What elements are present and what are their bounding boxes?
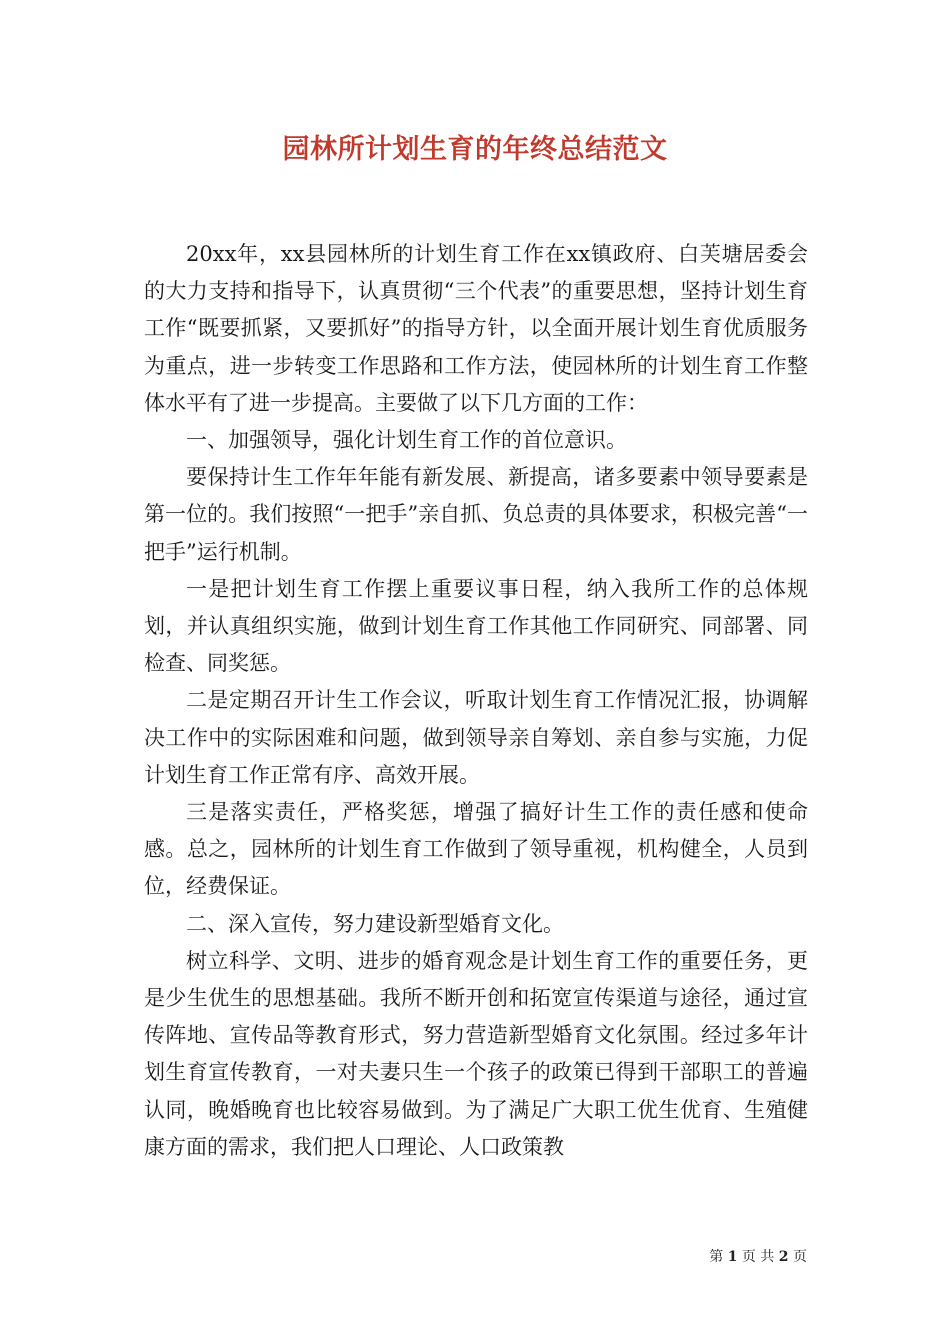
footer-suffix: 页 bbox=[793, 1249, 807, 1265]
paragraph-intro: 20xx年，xx县园林所的计划生育工作在xx镇政府、白芙塘居委会的大力支持和指导下，认真贯彻“三个代表”的重要思想，坚持计划生育工作“既要抓紧，又要抓好”的指导方针，以全面开展计划生育优质服务为重点，进一步转变工作思路和工作方法，使园林所的计划生育工作整体水平有了进一步提高。主要做了以下几方面的工作： bbox=[144, 242, 808, 415]
page-number-footer bbox=[709, 1248, 807, 1266]
section-heading-1: 一、加强领导，强化计划生育工作的首位意识。 bbox=[186, 428, 627, 453]
total-pages-number: 2 bbox=[778, 1249, 789, 1265]
paragraph: 树立科学、文明、进步的婚育观念是计划生育工作的重要任务，更是少生优生的思想基础。我所不断开创和拓宽宣传渠道与途径，通过宣传阵地、宣传品等教育形式，努力营造新型婚育文化氛围。经过多年计划生育宣传教育，一对夫妻只生一个孩子的政策已得到干部职工的普遍认同，晚婚晚育也比较容易做到。为了满足广大职工优生优育、生殖健康方面的需求，我们把人口理论、人口政策教 bbox=[144, 948, 808, 1159]
current-page-number: 1 bbox=[727, 1249, 738, 1265]
footer-prefix: 第 bbox=[709, 1249, 724, 1265]
paragraph: 要保持计生工作年年能有新发展、新提高，诸多要素中领导要素是第一位的。我们按照“一把手”亲自抓、负总责的具体要求，积极完善“一把手”运行机制。 bbox=[144, 465, 808, 564]
document-title: 园林所计划生育的年终总结范文 bbox=[282, 134, 668, 165]
paragraph: 一是把计划生育工作摆上重要议事日程，纳入我所工作的总体规划，并认真组织实施，做到计划生育工作其他工作同研究、同部署、同检查、同奖惩。 bbox=[144, 576, 808, 676]
footer-middle: 页 共 bbox=[741, 1249, 775, 1265]
document-body bbox=[144, 236, 808, 1166]
paragraph: 二是定期召开计生工作会议，听取计划生育工作情况汇报，协调解决工作中的实际困难和问题，做到领导亲自筹划、亲自参与实施，力促计划生育工作正常有序、高效开展。 bbox=[144, 688, 808, 787]
section-heading-2: 二、深入宣传，努力建设新型婚育文化。 bbox=[186, 911, 564, 936]
paragraph: 三是落实责任，严格奖惩，增强了搞好计生工作的责任感和使命感。总之，园林所的计划生育工作做到了领导重视，机构健全，人员到位，经费保证。 bbox=[144, 800, 808, 899]
